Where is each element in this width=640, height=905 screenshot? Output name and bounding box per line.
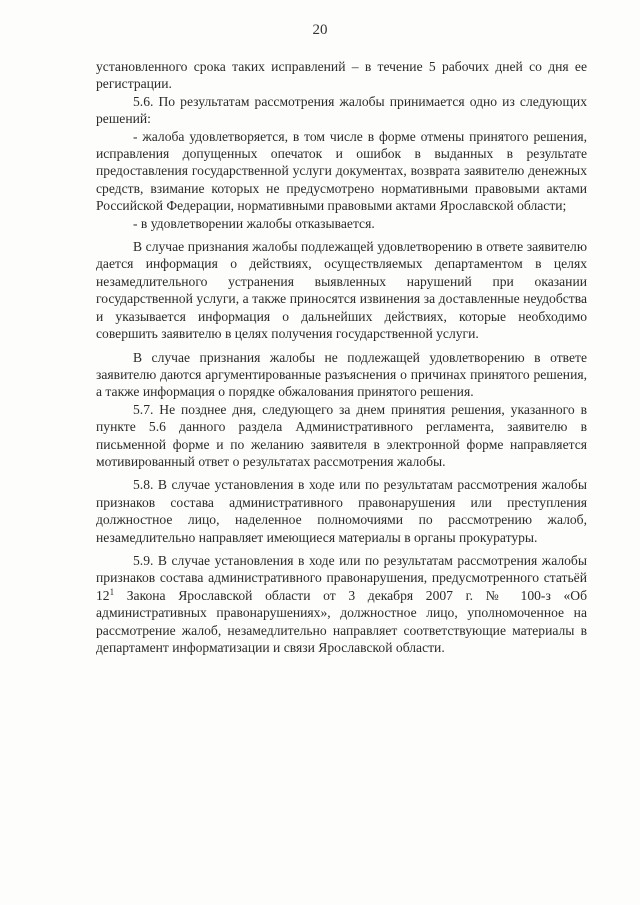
paragraph-if-satisfied: В случае признания жалобы подлежащей удовлетворению в ответе заявителю дается информация о действиях, осуществляемых департаментом в целях незамедлительного устранения выявленных нарушений при оказании государственной услуги, а также приносятся извинения за доставленные неудобства и указывается информация о дальнейших действиях, которые необходимо совершить заявителю в целях получения государственной услуги. — [96, 239, 587, 342]
paragraph-if-refused: В случае признания жалобы не подлежащей удовлетворению в ответе заявителю даются аргументированные разъяснения о причинах принятого решения, а также информация о порядке обжалования принятого решения. — [96, 349, 587, 400]
paragraph-5-9-part-1: 5.9. В случае установления в ходе или по результатам рассмотрения жалобы признаков состава административного правонарушения, предусмотренного статьёй 12 — [96, 552, 587, 603]
paragraph-5-7: 5.7. Не позднее дня, следующего за днем принятия решения, указанного в пункте 5.6 данного раздела Административного регламента, заявителю в письменной форме и по желанию заявителя в электронной форме направляется мотивированный ответ о результатах рассмотрения жалобы. — [96, 401, 587, 469]
paragraph-decision-refused: - в удовлетворении жалобы отказывается. — [133, 215, 375, 231]
paragraph-5-8: 5.8. В случае установления в ходе или по результатам рассмотрения жалобы признаков состава административного правонарушения или преступления должностное лицо, наделенное полномочиями по рассмотрению жалоб, незамедлительно направляет имеющиеся материалы в органы прокуратуры. — [96, 477, 587, 545]
paragraph-5-9-part-2: Закона Ярославской области от 3 декабря 2007 г. № 100-з «Об административных правонарушениях», должностное лицо, уполномоченное на рассмотрение жалоб, незамедлительно направляет соответствующие материалы в департамент информатизации и связи Ярославской области. — [96, 587, 587, 655]
paragraph-continuation: установленного срока таких исправлений – в течение 5 рабочих дней со дня ее регистрации. — [96, 59, 587, 92]
paragraph-5-6: 5.6. По результатам рассмотрения жалобы принимается одно из следующих решений: — [96, 93, 587, 127]
paragraph-decision-satisfied: - жалоба удовлетворяется, в том числе в форме отмены принятого решения, исправления допущенных опечаток и ошибок в выданных в результате предоставления государственной услуги документах, возврата заявителю денежных средств, взимание которых не предусмотрено нормативными правовыми актами Российской Федерации, нормативными правовыми актами Ярославской области; — [96, 128, 587, 214]
article-superscript: 1 — [109, 586, 115, 597]
page-number: 20 — [312, 22, 328, 38]
document-body — [96, 58, 587, 656]
paragraph-5-9 — [96, 552, 587, 656]
